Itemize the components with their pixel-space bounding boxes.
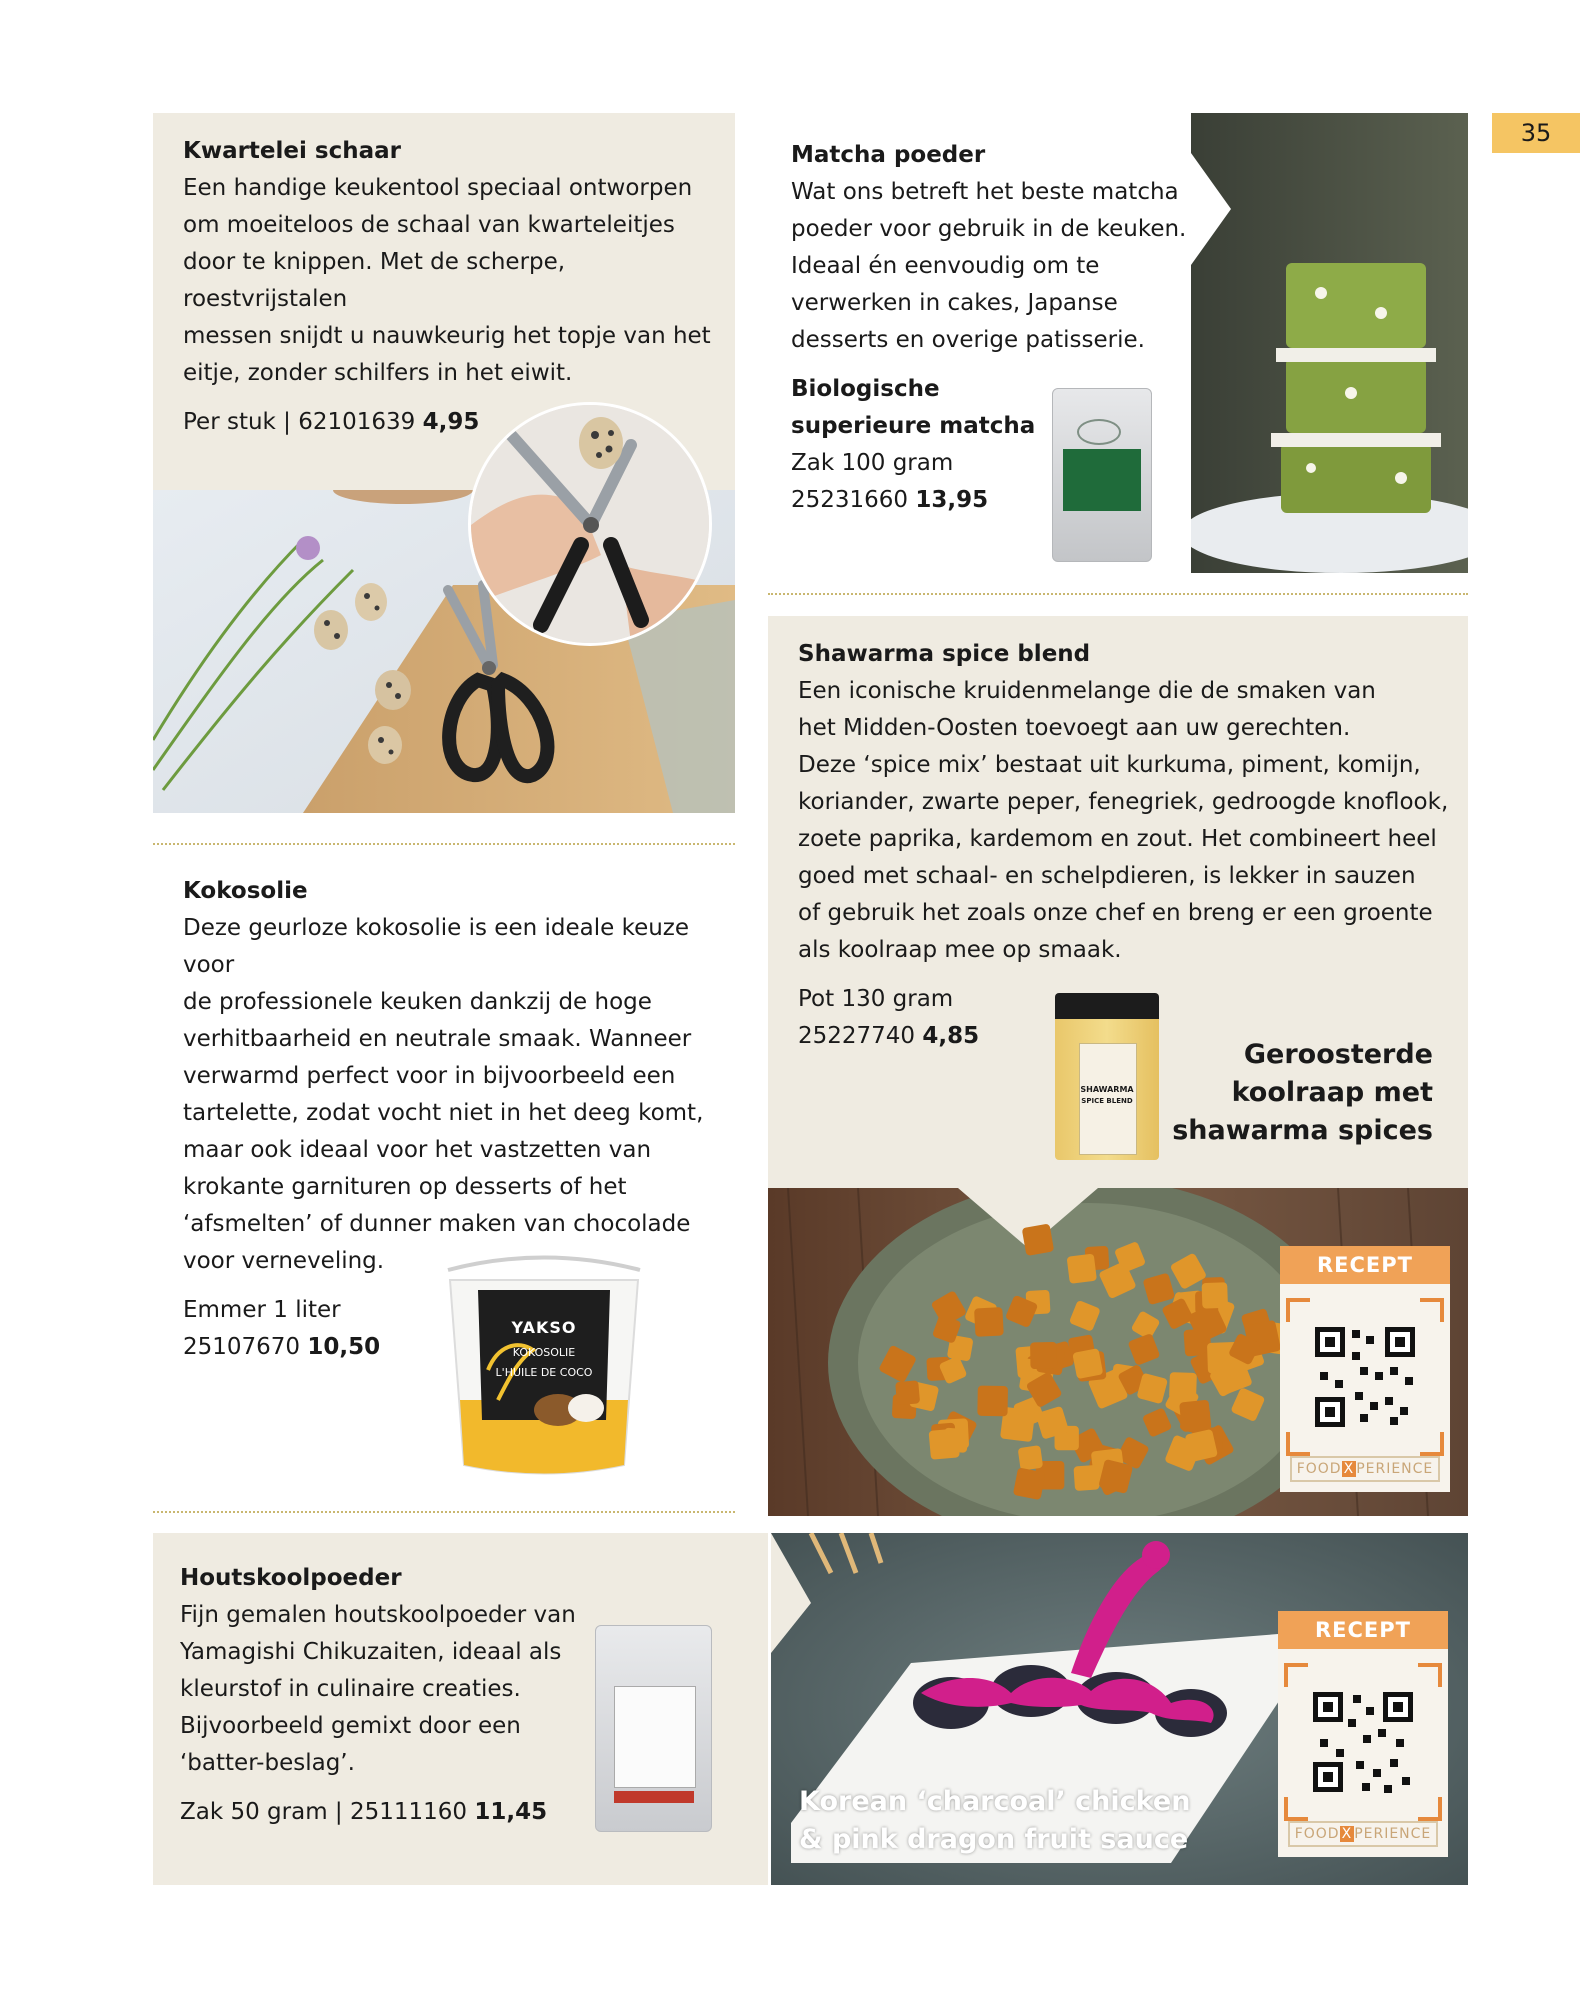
shawarma-recipe-caption	[1170, 1036, 1433, 1150]
shawarma-jar	[1055, 993, 1159, 1160]
matcha-pouch	[1052, 388, 1152, 562]
qr-code-icon[interactable]	[1278, 1657, 1448, 1827]
houtskool-line: Bijvoorbeeld gemixt door een	[180, 1713, 521, 1739]
bucket-line-1: KOKOSOLIE	[512, 1346, 576, 1359]
bucket-brand: YAKSO	[511, 1318, 577, 1337]
foodxperience-logo	[1290, 1456, 1440, 1482]
divider	[153, 843, 735, 845]
bucket-line-2: L'HUILE DE COCO	[495, 1366, 593, 1379]
kohlrabi-cube	[977, 1386, 1008, 1417]
shawarma-line: goed met schaal- en schelpdieren, is lekker in sauzen	[798, 863, 1416, 889]
recipe-label: RECEPT	[1280, 1246, 1450, 1284]
caption-line: koolraap met	[1231, 1077, 1433, 1108]
page-number-tag	[1492, 113, 1580, 153]
kokosolie-code: 25107670	[183, 1334, 301, 1360]
coconut-oil-bucket	[438, 1250, 650, 1478]
kokosolie-line: de professionele keuken dankzij de hoge	[183, 989, 652, 1015]
kokosolie-price: 10,50	[307, 1334, 381, 1360]
houtskool-price-prefix: Zak 50 gram | 25111160	[180, 1799, 468, 1825]
kohlrabi-cube	[1169, 1372, 1197, 1400]
caption-line: shawarma spices	[1172, 1115, 1433, 1146]
shawarma-size: Pot 130 gram	[798, 986, 954, 1012]
kohlrabi-cube	[1202, 1282, 1228, 1308]
matcha-line: desserts en overige patisserie.	[791, 327, 1145, 353]
kokosolie-line: voor verneveling.	[183, 1248, 385, 1274]
houtskool-price: 11,45	[474, 1799, 548, 1825]
matcha-price: 13,95	[915, 487, 989, 513]
recipe-card[interactable]	[1278, 1611, 1448, 1857]
foodxperience-logo	[1288, 1821, 1438, 1847]
kohlrabi-cube	[1073, 1465, 1099, 1491]
brand-left: FOOD	[1296, 1461, 1342, 1477]
scissors-in-hand-illustration	[471, 405, 709, 643]
kokosolie-size: Emmer 1 liter	[183, 1297, 341, 1323]
kwartelei-line: Een handige keukentool speciaal ontworpen	[183, 175, 693, 201]
shawarma-line: Deze ‘spice mix’ bestaat uit kurkuma, piment, komijn,	[798, 752, 1421, 778]
matcha-line: Wat ons betreft het beste matcha	[791, 179, 1179, 205]
kohlrabi-cube	[943, 1428, 968, 1453]
brand-right: PERIENCE	[1354, 1826, 1432, 1842]
matcha-cake-photo	[1191, 113, 1468, 573]
matcha-title: Matcha poeder	[791, 142, 986, 168]
kohlrabi-cube	[1072, 1348, 1103, 1379]
recipe-card[interactable]	[1280, 1246, 1450, 1492]
shawarma-line: Een iconische kruidenmelange die de smaken van	[798, 678, 1376, 704]
kwartelei-price-prefix: Per stuk | 62101639	[183, 409, 416, 435]
houtskool-line: kleurstof in culinaire creaties.	[180, 1676, 521, 1702]
kohlrabi-cube	[1179, 1400, 1212, 1433]
kwartelei-title: Kwartelei schaar	[183, 138, 401, 164]
kwartelei-text	[183, 133, 723, 441]
houtskool-title: Houtskoolpoeder	[180, 1565, 402, 1591]
caption-line: & pink dragon fruit sauce	[799, 1824, 1189, 1855]
houtskool-price-line	[180, 1794, 600, 1831]
houtskool-text	[180, 1560, 600, 1831]
shawarma-code: 25227740	[798, 1023, 916, 1049]
shawarma-line: zoete paprika, kardemom en zout. Het combineert heel	[798, 826, 1437, 852]
kohlrabi-cube	[1013, 1467, 1046, 1500]
recipe-label: RECEPT	[1278, 1611, 1448, 1649]
brand-right: PERIENCE	[1356, 1461, 1434, 1477]
page-number: 35	[1520, 119, 1552, 147]
matcha-code: 25231660	[791, 487, 909, 513]
jar-label-2: SPICE BLEND	[1081, 1097, 1133, 1105]
matcha-line: verwerken in cakes, Japanse	[791, 290, 1118, 316]
kohlrabi-cube	[1018, 1445, 1044, 1471]
kokosolie-line: krokante garnituren op desserts of het	[183, 1174, 627, 1200]
jar-label-1: SHAWARMA	[1080, 1085, 1134, 1094]
matcha-line: poeder voor gebruik in de keuken.	[791, 216, 1187, 242]
houtskool-line: ‘batter-beslag’.	[180, 1750, 355, 1776]
matcha-line: Ideaal én eenvoudig om te	[791, 253, 1100, 279]
divider	[153, 1511, 735, 1513]
matcha-size: Zak 100 gram	[791, 450, 954, 476]
qr-code-icon[interactable]	[1280, 1292, 1450, 1462]
charcoal-pouch	[595, 1625, 712, 1832]
shawarma-line: het Midden-Oosten toevoegt aan uw gerechten.	[798, 715, 1351, 741]
kohlrabi-cube	[1030, 1342, 1057, 1369]
matcha-cake-illustration	[1191, 113, 1468, 573]
kohlrabi-cube	[974, 1307, 1004, 1337]
shawarma-price: 4,85	[922, 1023, 980, 1049]
kokosolie-line: maar ook ideaal voor het vastzetten van	[183, 1137, 652, 1163]
shawarma-line: of gebruik het zoals onze chef en breng er een groente	[798, 900, 1433, 926]
brand-left: FOOD	[1294, 1826, 1340, 1842]
brand-x: X	[1341, 1826, 1353, 1842]
divider	[768, 593, 1468, 595]
quail-scissors-inset	[468, 402, 712, 646]
caption-line: Geroosterde	[1243, 1039, 1433, 1070]
kokosolie-line: ‘afsmelten’ of dunner maken van chocolade	[183, 1211, 691, 1237]
kokosolie-line: tartelette, zodat vocht niet in het deeg komt,	[183, 1100, 704, 1126]
houtskool-line: Fijn gemalen houtskoolpoeder van	[180, 1602, 576, 1628]
shawarma-title: Shawarma spice blend	[798, 641, 1091, 667]
kokosolie-line: verwarmd perfect voor in bijvoorbeeld een	[183, 1063, 676, 1089]
kwartelei-line: messen snijdt u nauwkeurig het topje van het	[183, 323, 711, 349]
kohlrabi-cube	[895, 1380, 920, 1405]
shawarma-line: als koolraap mee op smaak.	[798, 937, 1122, 963]
houtskool-line: Yamagishi Chikuzaiten, ideaal als	[180, 1639, 562, 1665]
shawarma-line: koriander, zwarte peper, fenegriek, gedroogde knoflook,	[798, 789, 1449, 815]
kwartelei-price: 4,95	[422, 409, 480, 435]
matcha-subtitle: superieure matcha	[791, 413, 1036, 439]
kwartelei-line: door te knippen. Met de scherpe, roestvrijstalen	[183, 249, 566, 312]
chicken-recipe-caption	[799, 1783, 1219, 1859]
brand-x: X	[1343, 1461, 1355, 1477]
kohlrabi-cube	[1067, 1253, 1097, 1283]
kokosolie-title: Kokosolie	[183, 878, 308, 904]
kohlrabi-cube	[1022, 1223, 1055, 1256]
matcha-subtitle: Biologische	[791, 376, 940, 402]
kwartelei-line: om moeiteloos de schaal van kwarteleitjes	[183, 212, 675, 238]
kokosolie-line: Deze geurloze kokosolie is een ideale keuze voor	[183, 915, 690, 978]
caption-line: Korean ‘charcoal’ chicken	[799, 1786, 1191, 1817]
bucket-shape	[438, 1250, 650, 1478]
kokosolie-line: verhitbaarheid en neutrale smaak. Wanneer	[183, 1026, 692, 1052]
kwartelei-line: eitje, zonder schilfers in het eiwit.	[183, 360, 573, 386]
